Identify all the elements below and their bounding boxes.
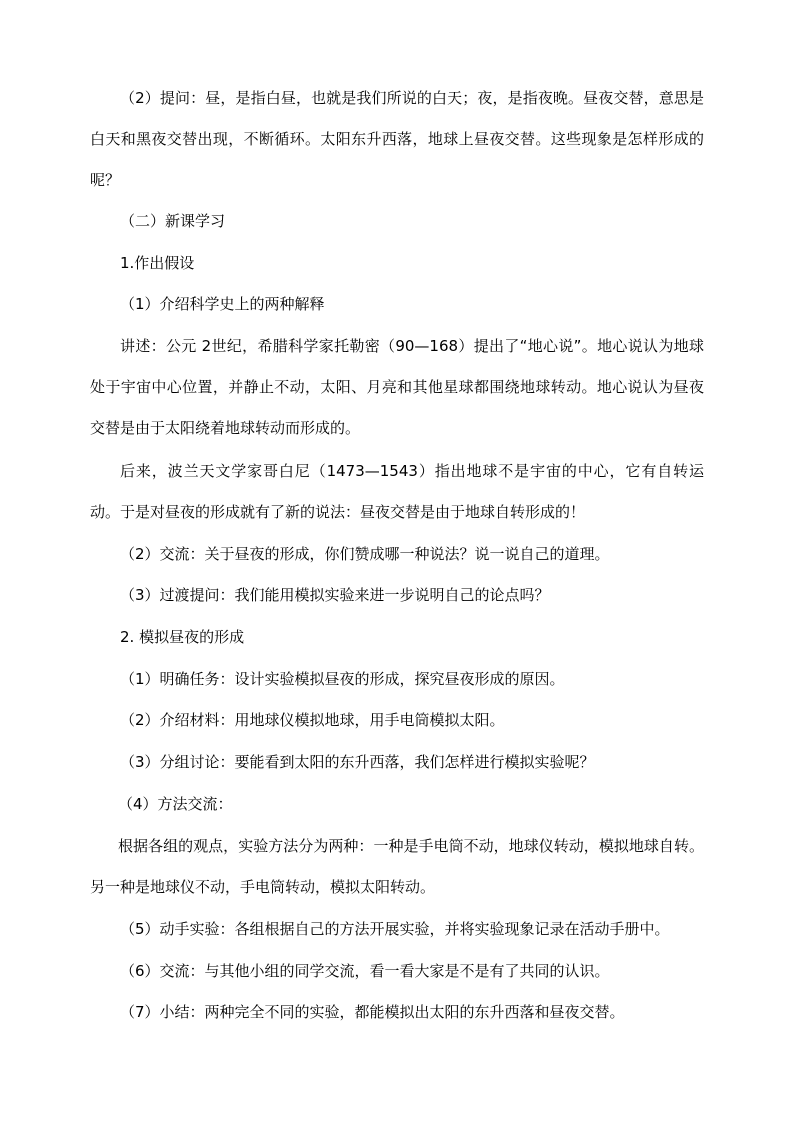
subheading-simulate: 2. 模拟昼夜的形成 <box>120 628 245 646</box>
item-task: （1）明确任务：设计实验模拟昼夜的形成，探究昼夜形成的原因。 <box>120 670 565 688</box>
subheading-make-hypothesis: 1.作出假设 <box>120 254 195 272</box>
paragraph-heliocentric: 后来，波兰天文学家哥白尼（1473—1543）指出地球不是宇宙的中心，它有自转运动。于是对昼夜的形成就有了新的说法：昼夜交替是由于地球自转形成的！ <box>90 462 704 521</box>
paragraph-methods: 根据各组的观点，实验方法分为两种：一种是手电筒不动，地球仪转动，模拟地球自转。另一种是地球仪不动，手电筒转动，模拟太阳转动。 <box>90 837 704 896</box>
item-two-explanations: （1）介绍科学史上的两种解释 <box>120 295 325 313</box>
item-summary: （7）小结：两种完全不同的实验，都能模拟出太阳的东升西落和昼夜交替。 <box>120 1003 625 1021</box>
item-hands-on: （5）动手实验：各组根据自己的方法开展实验，并将实验现象记录在活动手册中。 <box>120 920 670 938</box>
item-exchange: （6）交流：与其他小组的同学交流，看一看大家是不是有了共同的认识。 <box>120 962 610 980</box>
item-discussion: （2）交流：关于昼夜的形成，你们赞成哪一种说法？说一说自己的道理。 <box>120 545 610 563</box>
item-method-exchange: （4）方法交流： <box>118 795 233 813</box>
item-group-discussion: （3）分组讨论：要能看到太阳的东升西落，我们怎样进行模拟实验呢？ <box>120 753 595 771</box>
item-materials: （2）介绍材料：用地球仪模拟地球，用手电筒模拟太阳。 <box>120 711 505 729</box>
section-heading-new-lesson: （二）新课学习 <box>120 212 226 230</box>
paragraph-question-day-night: （2）提问：昼，是指白昼，也就是我们所说的白天；夜，是指夜晚。昼夜交替，意思是白天和黑夜交替出现，不断循环。太阳东升西落，地球上昼夜交替。这些现象是怎样形成的呢？ <box>90 89 704 189</box>
paragraph-geocentric: 讲述：公元 2世纪，希腊科学家托勒密（90—168）提出了“地心说”。地心说认为地球处于宇宙中心位置，并静止不动，太阳、月亮和其他星球都围绕地球转动。地心说认为昼夜交替是由于太阳绕着地球转动而形成的。 <box>90 337 704 437</box>
item-transition-question: （3）过渡提问：我们能用模拟实验来进一步说明自己的论点吗？ <box>120 586 550 604</box>
